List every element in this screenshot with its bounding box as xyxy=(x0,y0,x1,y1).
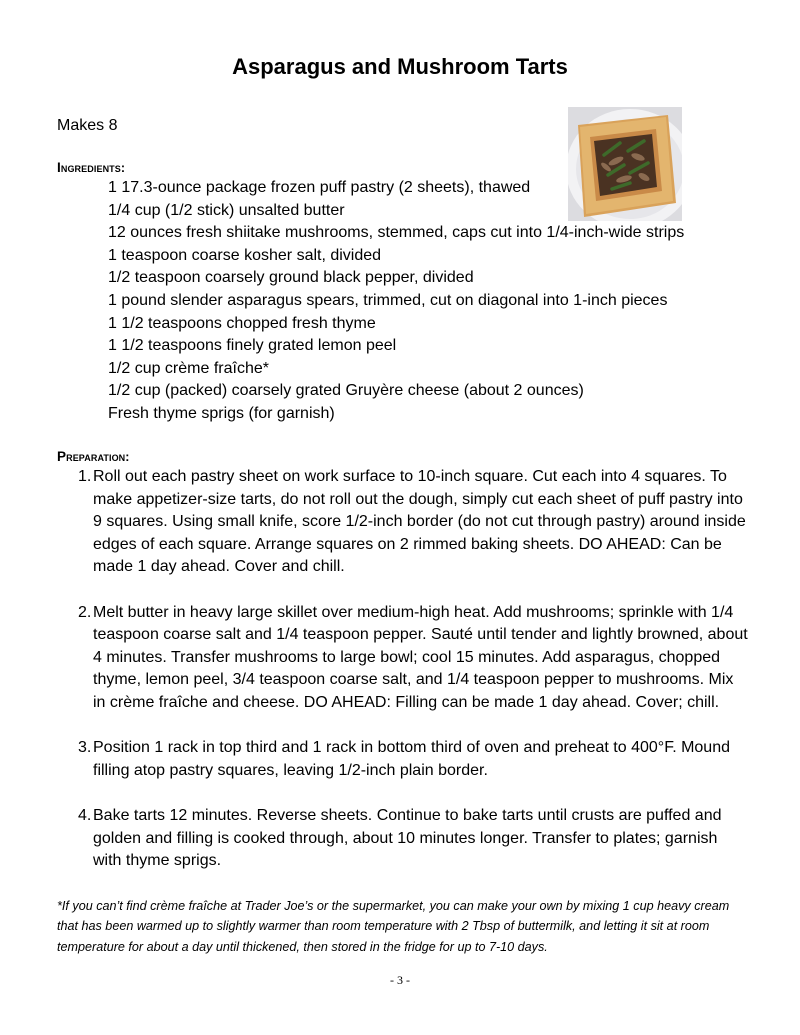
step-item xyxy=(78,466,748,579)
ingredient-item: 1/2 cup (packed) coarsely grated Gruyère cheese (about 2 ounces) xyxy=(108,382,584,400)
footnote: *If you can’t find crème fraîche at Trader Joe’s or the supermarket, you can make your own by mixing 1 cup heavy cream that has been warmed up to slightly warmer than room temperature with 2 Tbsp of buttermilk, and letting it sit at room temperature for about a day until thickened, then stored in the fridge for up to 7-10 days. xyxy=(57,899,730,954)
step-number: 4. xyxy=(78,806,92,824)
preparation-heading xyxy=(57,449,130,464)
ingredients-heading-rest: ngredients: xyxy=(60,161,126,175)
preparation-steps xyxy=(78,466,748,895)
recipe-yield: Makes 8 xyxy=(57,117,118,134)
step-text: Melt butter in heavy large skillet over medium-high heat. Add mushrooms; sprinkle with 1/4 teaspoon coarse salt and 1/4 teaspoon pepper. Sauté until tender and lightly browned, about 4 minutes. Transfer mushrooms to large bowl; cool 15 minutes. Add asparagus, chopped thyme, lemon peel, 3/4 teaspoon coarse salt, and 1/4 teaspoon pepper to mushrooms. Mix in crème fraîche and cheese. DO AHEAD: Filling can be made 1 day ahead. Cover; chill. xyxy=(93,603,748,711)
ingredient-item: 1 teaspoon coarse kosher salt, divided xyxy=(108,246,382,264)
step-number: 2. xyxy=(78,603,92,621)
page-number: - 3 - xyxy=(390,973,410,987)
ingredient-item: 1 17.3-ounce package frozen puff pastry (2 sheets), thawed xyxy=(108,179,531,196)
ingredient-item: 1/2 teaspoon coarsely ground black pepper, divided xyxy=(108,269,474,287)
step-item xyxy=(78,805,748,873)
ingredient-item: Fresh thyme sprigs (for garnish) xyxy=(108,404,335,422)
ingredient-item: 1/2 cup crème fraîche* xyxy=(108,359,269,377)
step-item xyxy=(78,602,748,715)
ingredients-list xyxy=(108,177,684,426)
step-text: Position 1 rack in top third and 1 rack in bottom third of oven and preheat to 400°F. Mound filling atop pastry squares, leaving 1/2-inch plain border. xyxy=(93,739,730,779)
ingredient-item: 1 1/2 teaspoons chopped fresh thyme xyxy=(108,314,376,332)
step-text: Bake tarts 12 minutes. Reverse sheets. Continue to bake tarts until crusts are puffed and golden and filling is cooked through, about 10 minutes longer. Transfer to plates; garnish with thyme sprigs. xyxy=(93,806,722,870)
preparation-heading-initial: P xyxy=(57,449,67,464)
ingredient-item: 1/4 cup (1/2 stick) unsalted butter xyxy=(108,201,345,219)
step-text: Roll out each pastry sheet on work surface to 10-inch square. Cut each into 4 squares. To make appetizer-size tarts, do not roll out the dough, simply cut each sheet of puff pastry into 9 squares. Using small knife, score 1/2-inch border (do not cut through pastry) around inside edges of each square. Arrange squares on 2 rimmed baking sheets. DO AHEAD: Can be made 1 day ahead. Cover and chill. xyxy=(93,468,746,576)
ingredients-heading xyxy=(57,160,125,175)
recipe-title: Asparagus and Mushroom Tarts xyxy=(232,54,568,79)
step-item xyxy=(78,737,748,782)
ingredient-item: 1 1/2 teaspoons finely grated lemon peel xyxy=(108,337,397,355)
ingredient-item: 1 pound slender asparagus spears, trimmed, cut on diagonal into 1-inch pieces xyxy=(108,291,668,309)
ingredients-heading-initial: I xyxy=(57,160,61,175)
step-number: 3. xyxy=(78,739,92,757)
step-number: 1. xyxy=(78,468,92,485)
ingredient-item: 12 ounces fresh shiitake mushrooms, stemmed, caps cut into 1/4-inch-wide strips xyxy=(108,224,685,242)
preparation-heading-rest: reparation: xyxy=(66,450,130,464)
